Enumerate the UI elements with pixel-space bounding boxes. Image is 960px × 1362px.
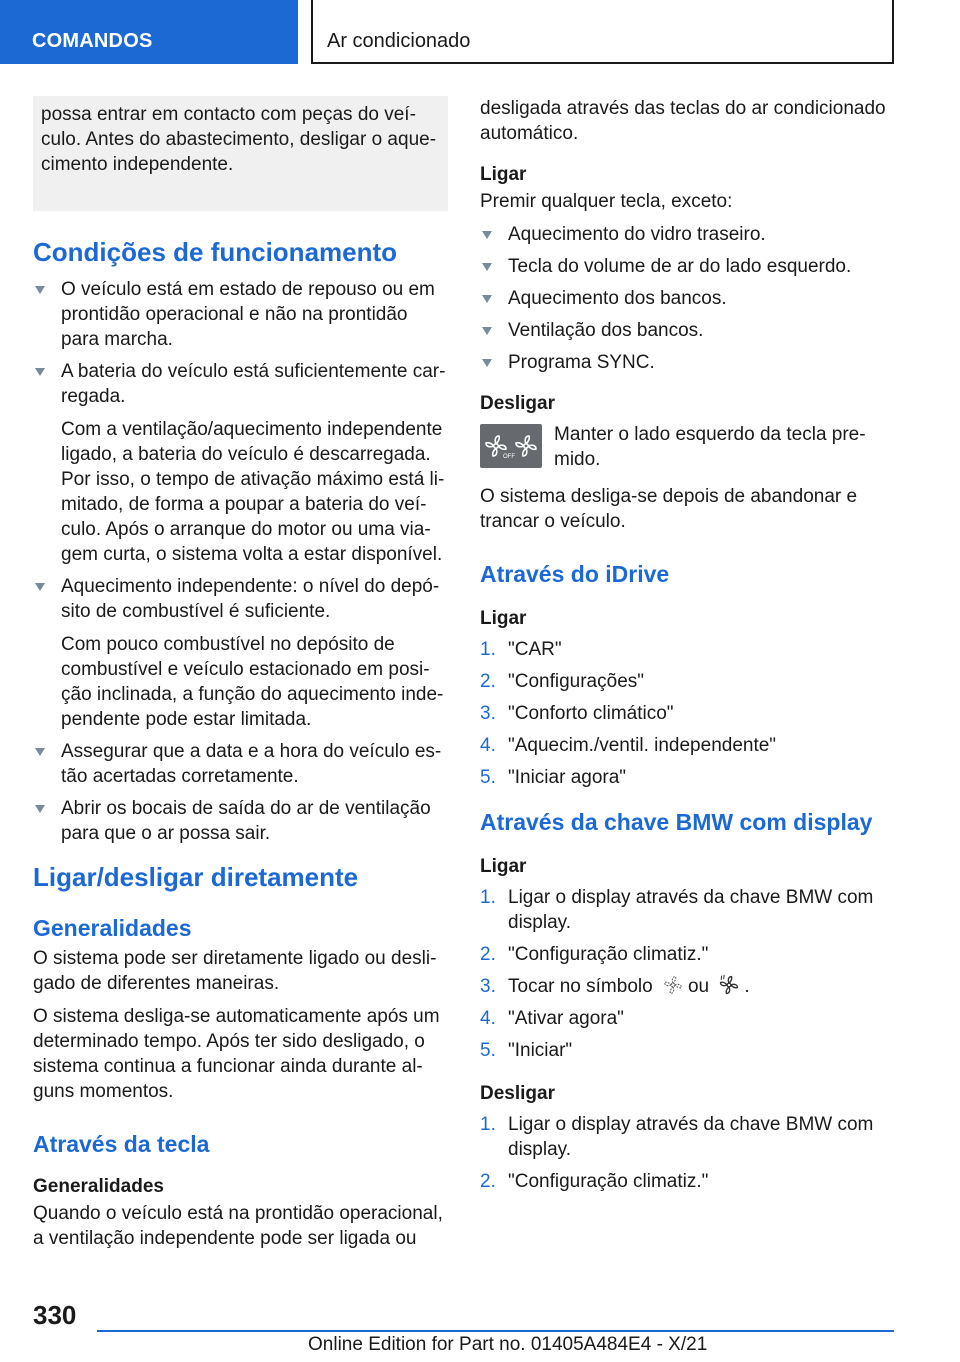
- page-number: 330: [33, 1300, 77, 1330]
- heading-via-idrive: Através do iDrive: [480, 561, 670, 587]
- list-item: Abrir os bocais de saída do ar de ventilação para que o ar possa sair.: [33, 796, 448, 846]
- step-item: 4. "Ativar agora": [480, 1008, 624, 1029]
- list-item-note: Com a ventilação/aquecimento independente ligado, a bateria do veículo é descarregada. Por isso, o tempo de ativação máximo está li-mitado, de forma a poupar a bateria do veí-culo. Após o arranque do motor ou uma via-gem curta, o sistema volta a estar disponível.: [61, 419, 445, 565]
- fan-icon: [483, 433, 515, 460]
- step-item: 5. "Iniciar": [480, 1040, 573, 1061]
- step-item: 2. "Configuração climatiz.": [480, 1171, 709, 1192]
- step-item: 1. "CAR": [480, 639, 562, 660]
- footer-divider: [97, 1330, 894, 1332]
- step-item: 2. "Configuração climatiz.": [480, 944, 709, 965]
- chapter-title: Ar condicionado: [327, 30, 471, 52]
- step-item: 3. "Conforto climático": [480, 703, 674, 724]
- heading-button-general: Generalidades: [33, 1176, 164, 1197]
- section-label: COMANDOS: [32, 30, 153, 52]
- heading-switch-on: Ligar: [480, 164, 527, 185]
- conditions-list: [33, 277, 448, 846]
- button-general-paragraph: Quando o veículo está na prontidão operacional, a ventilação independente pode ser ligada ou: [33, 1203, 443, 1249]
- heading-switch-off: Desligar: [480, 393, 555, 414]
- list-item: O veículo está em estado de repouso ou em prontidão operacional e não na prontidão para marcha.: [33, 277, 448, 352]
- heading-bmw-key-on: Ligar: [480, 856, 527, 877]
- list-item: A bateria do veículo está suficientemente car-regada. Com a ventilação/aquecimento independente ligado, a bateria do veículo é descarregada. Por isso, o tempo de ativação máximo está li-mitado, de forma a poupar a bateria do veí-culo. Após o arranque do motor ou uma via-gem curta, o sistema volta a estar disponível.: [33, 359, 448, 567]
- step-item: 1. Ligar o display através da chave BMW com display.: [480, 887, 874, 933]
- bmw-key-on-steps: [480, 885, 890, 1063]
- fan-icon: [513, 433, 539, 459]
- step-item: 4. "Aquecim./ventil. independente": [480, 735, 777, 756]
- excluded-buttons-list: [480, 222, 890, 375]
- fan-heat-icon: [718, 974, 740, 996]
- chapter-header: [311, 0, 894, 64]
- heading-via-bmw-key: Através da chave BMW com display: [480, 809, 873, 835]
- heading-general: Generalidades: [33, 915, 192, 941]
- auto-off-paragraph: O sistema desliga-se depois de abandonar e trancar o veículo.: [480, 486, 858, 532]
- fan-outline-icon: [662, 974, 684, 996]
- off-instruction-text: Manter o lado esquerdo da tecla pre-mido.: [554, 424, 866, 470]
- edition-note: Online Edition for Part no. 01405A484E4 - X/21: [308, 1334, 708, 1355]
- general-paragraph-1: O sistema pode ser diretamente ligado ou desli-gado de diferentes maneiras.: [33, 948, 437, 994]
- general-paragraph-2: O sistema desliga-se automaticamente após um determinado tempo. Após ter sido desligado, o sistema continua a funcionar ainda durante al-guns momentos.: [33, 1006, 440, 1102]
- heading-bmw-key-off: Desligar: [480, 1083, 555, 1104]
- left-column: [33, 96, 448, 1259]
- step-item: 2. "Configurações": [480, 671, 645, 692]
- list-item: Assegurar que a data e a hora do veículo es-tão acertadas corretamente.: [33, 739, 448, 789]
- svg-text:OFF: OFF: [503, 454, 515, 460]
- continued-paragraph: desligada através das teclas do ar condicionado automático.: [480, 98, 886, 144]
- heading-via-button: Através da tecla: [33, 1131, 210, 1157]
- heading-idrive-on: Ligar: [480, 608, 527, 629]
- list-item: Tecla do volume de ar do lado esquerdo.: [480, 254, 890, 279]
- list-item-note: Com pouco combustível no depósito de combustível e veículo estacionado em posi-ção inclinada, a função do aquecimento inde-pendente pode estar limitada.: [61, 634, 444, 730]
- step-item: 1. Ligar o display através da chave BMW com display.: [480, 1114, 874, 1160]
- switch-on-intro: Premir qualquer tecla, exceto:: [480, 191, 733, 212]
- step-item: 5. "Iniciar agora": [480, 767, 627, 788]
- right-column: [480, 96, 890, 1212]
- heading-operating-conditions: Condições de funcionamento: [33, 237, 398, 267]
- list-item: Ventilação dos bancos.: [480, 318, 890, 343]
- list-item: Aquecimento independente: o nível do depó-sito de combustível é suficiente. Com pouco combustível no depósito de combustível e veículo estacionado em posi-ção inclinada, a função do aquecimento inde-pendente pode estar limitada.: [33, 574, 448, 732]
- warning-continuation-text: possa entrar em contacto com peças do veí-culo. Antes do abastecimento, desligar o aque-cimento independente.: [41, 104, 437, 175]
- warning-continuation-box: [33, 96, 448, 211]
- step-item: 3. Tocar no símbolo ou .: [480, 976, 750, 997]
- idrive-steps: [480, 637, 890, 790]
- list-item: Programa SYNC.: [480, 350, 890, 375]
- fan-off-button-icon: [480, 424, 542, 468]
- list-item: Aquecimento dos bancos.: [480, 286, 890, 311]
- section-tab: [0, 0, 298, 64]
- bmw-key-off-steps: [480, 1112, 890, 1194]
- heading-direct-switch: Ligar/desligar diretamente: [33, 862, 359, 892]
- off-instruction: [480, 422, 890, 472]
- list-item: Aquecimento do vidro traseiro.: [480, 222, 890, 247]
